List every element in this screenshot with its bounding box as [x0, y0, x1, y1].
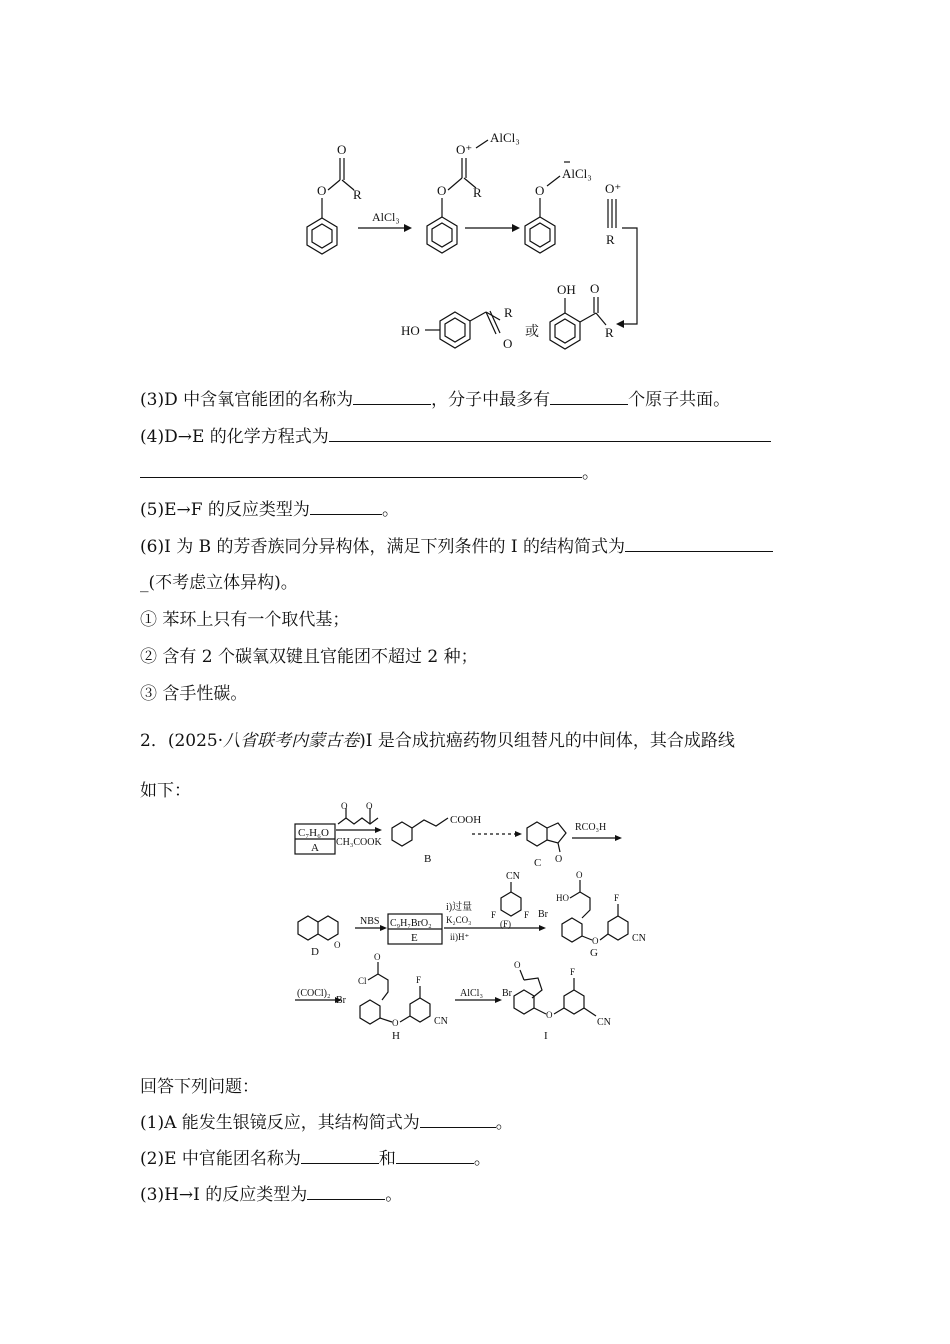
svg-text:HO: HO — [556, 893, 569, 903]
svg-text:C₇H₆O: C₇H₆O — [298, 827, 329, 839]
svg-text:D: D — [311, 946, 319, 958]
question-6-note: _(不考虑立体异构)。 — [140, 573, 298, 593]
svg-text:Br: Br — [538, 909, 548, 920]
svg-text:R: R — [473, 185, 482, 200]
svg-text:COOH: COOH — [450, 814, 482, 826]
compound-C — [527, 822, 566, 869]
svg-text:E: E — [411, 932, 418, 944]
ester-alcl3-complex — [427, 130, 520, 253]
svg-text:O: O — [503, 336, 513, 351]
svg-text:G: G — [590, 947, 598, 959]
question-5: (5)E→F 的反应类型为 。 — [140, 500, 399, 520]
compound-E-box — [388, 914, 442, 944]
svg-text:A: A — [311, 842, 319, 854]
acylium-ion — [605, 181, 637, 328]
condition-2: ② 含有 2 个碳氧双键且官能团不超过 2 种； — [140, 647, 478, 667]
question-2-title-line2: 如下： — [140, 781, 191, 801]
arrow-H-alcl3 — [455, 988, 502, 1003]
svg-text:CN: CN — [632, 933, 646, 944]
answer-blank[interactable] — [307, 1184, 385, 1200]
arrow-E-to-G — [444, 900, 546, 942]
svg-text:I: I — [544, 1030, 548, 1042]
svg-text:O: O — [437, 183, 447, 198]
svg-text:O: O — [590, 281, 600, 296]
svg-text:RCO₃H: RCO₃H — [575, 822, 607, 833]
svg-text:Cl: Cl — [358, 976, 367, 986]
svg-text:NBS: NBS — [360, 916, 380, 927]
compound-H — [336, 952, 448, 1042]
answer-blank[interactable] — [396, 1148, 474, 1164]
answer-blank[interactable] — [140, 462, 582, 478]
svg-text:O: O — [334, 940, 341, 950]
ortho-hydroxy-ketone — [550, 281, 614, 349]
compound-G — [538, 870, 646, 959]
svg-text:R: R — [606, 232, 615, 247]
svg-text:O: O — [341, 801, 348, 811]
condition-3: ③ 含手性碳。 — [140, 684, 248, 704]
question-4: (4)D→E 的化学方程式为 — [140, 422, 771, 447]
compound-I — [502, 960, 611, 1042]
svg-text:CH₃COOK: CH₃COOK — [336, 837, 382, 848]
svg-text:R: R — [353, 187, 362, 202]
svg-text:C: C — [534, 857, 542, 869]
svg-text:(COCl)₂: (COCl)₂ — [297, 988, 331, 999]
svg-text:B: B — [424, 853, 432, 865]
svg-text:(F): (F) — [500, 919, 511, 929]
svg-text:AlCl₃: AlCl₃ — [460, 988, 483, 999]
question-2-2: (2)E 中官能团名称为 和 。 — [140, 1149, 491, 1169]
arrow-D-nbs — [355, 916, 387, 931]
para-hydroxy-ketone — [401, 305, 513, 351]
svg-text:F: F — [416, 975, 422, 985]
svg-text:O⁺: O⁺ — [456, 142, 473, 157]
arrow-B-to-C — [472, 831, 522, 837]
svg-text:O: O — [514, 960, 521, 970]
svg-text:i)过量: i)过量 — [446, 902, 473, 913]
arrow-C-rco3h — [572, 822, 622, 841]
question-2-3: (3)H→I 的反应类型为 。 — [140, 1185, 403, 1205]
svg-text:C₉H₇BrO₂: C₉H₇BrO₂ — [390, 918, 432, 929]
svg-text:CN: CN — [597, 1017, 611, 1028]
svg-text:CN: CN — [434, 1016, 448, 1027]
svg-text:F: F — [491, 910, 497, 920]
answer-blank[interactable] — [550, 389, 628, 405]
svg-text:O: O — [535, 183, 545, 198]
answer-blank[interactable] — [310, 499, 382, 515]
svg-text:H: H — [392, 1030, 400, 1042]
svg-text:O: O — [317, 183, 327, 198]
svg-text:O⁺: O⁺ — [605, 181, 622, 196]
svg-text:F: F — [524, 910, 530, 920]
svg-text:Br: Br — [336, 995, 346, 1006]
svg-text:O: O — [576, 870, 583, 880]
svg-text:AlCl₃: AlCl₃ — [562, 166, 592, 181]
svg-text:O: O — [374, 952, 381, 962]
svg-text:F: F — [570, 967, 576, 977]
fries-mechanism-figure — [0, 0, 950, 375]
phenyl-ester — [307, 142, 362, 254]
arrow-cleavage — [465, 224, 520, 232]
compound-F — [491, 871, 529, 929]
svg-text:O: O — [546, 1010, 553, 1020]
svg-text:OH: OH — [557, 282, 576, 297]
answer-blank[interactable] — [353, 389, 431, 405]
compound-A-box — [295, 824, 335, 854]
svg-text:O: O — [337, 142, 347, 157]
svg-text:O: O — [555, 854, 563, 865]
question-4-continued: 。 — [140, 458, 599, 483]
svg-text:O: O — [392, 1018, 399, 1028]
synthesis-route-scheme — [0, 800, 950, 1060]
svg-text:ii)H⁺: ii)H⁺ — [450, 932, 470, 942]
answer-blank[interactable] — [625, 536, 773, 552]
svg-text:AlCl₃: AlCl₃ — [490, 130, 520, 145]
answer-blank[interactable] — [329, 426, 771, 442]
reagent-acetic-anhydride — [336, 801, 382, 848]
svg-text:K₂CO₃: K₂CO₃ — [446, 915, 472, 925]
phenoxide-aluminate — [525, 162, 592, 253]
question-2-title: 2．(2025·八省联考内蒙古卷)I 是合成抗癌药物贝组替凡的中间体，其合成路线 — [140, 731, 735, 751]
svg-text:R: R — [504, 305, 513, 320]
svg-text:R: R — [605, 325, 614, 340]
arrow-G-cocl2 — [295, 988, 342, 1003]
answer-blank[interactable] — [301, 1148, 379, 1164]
svg-text:F: F — [614, 893, 620, 903]
svg-text:Br: Br — [502, 988, 512, 999]
svg-text:O: O — [366, 801, 373, 811]
svg-text:AlCl₃: AlCl₃ — [372, 210, 400, 224]
question-3: (3)D 中含氧官能团的名称为 ，分子中最多有 个原子共面。 — [140, 390, 731, 410]
svg-text:CN: CN — [506, 871, 520, 882]
answer-blank[interactable] — [420, 1112, 496, 1128]
svg-text:HO: HO — [401, 323, 420, 338]
svg-text:O: O — [592, 936, 599, 946]
condition-1: ① 苯环上只有一个取代基； — [140, 610, 350, 630]
or-word: 或 — [525, 325, 539, 340]
question-2-1: (1)A 能发生银镜反应，其结构简式为 。 — [140, 1113, 513, 1133]
compound-B — [392, 814, 481, 865]
answer-prompt: 回答下列问题： — [140, 1077, 259, 1097]
question-6: (6)I 为 B 的芳香族同分异构体，满足下列条件的 I 的结构简式为 — [140, 532, 773, 557]
arrow-alcl3 — [358, 210, 412, 232]
compound-D — [298, 916, 341, 958]
